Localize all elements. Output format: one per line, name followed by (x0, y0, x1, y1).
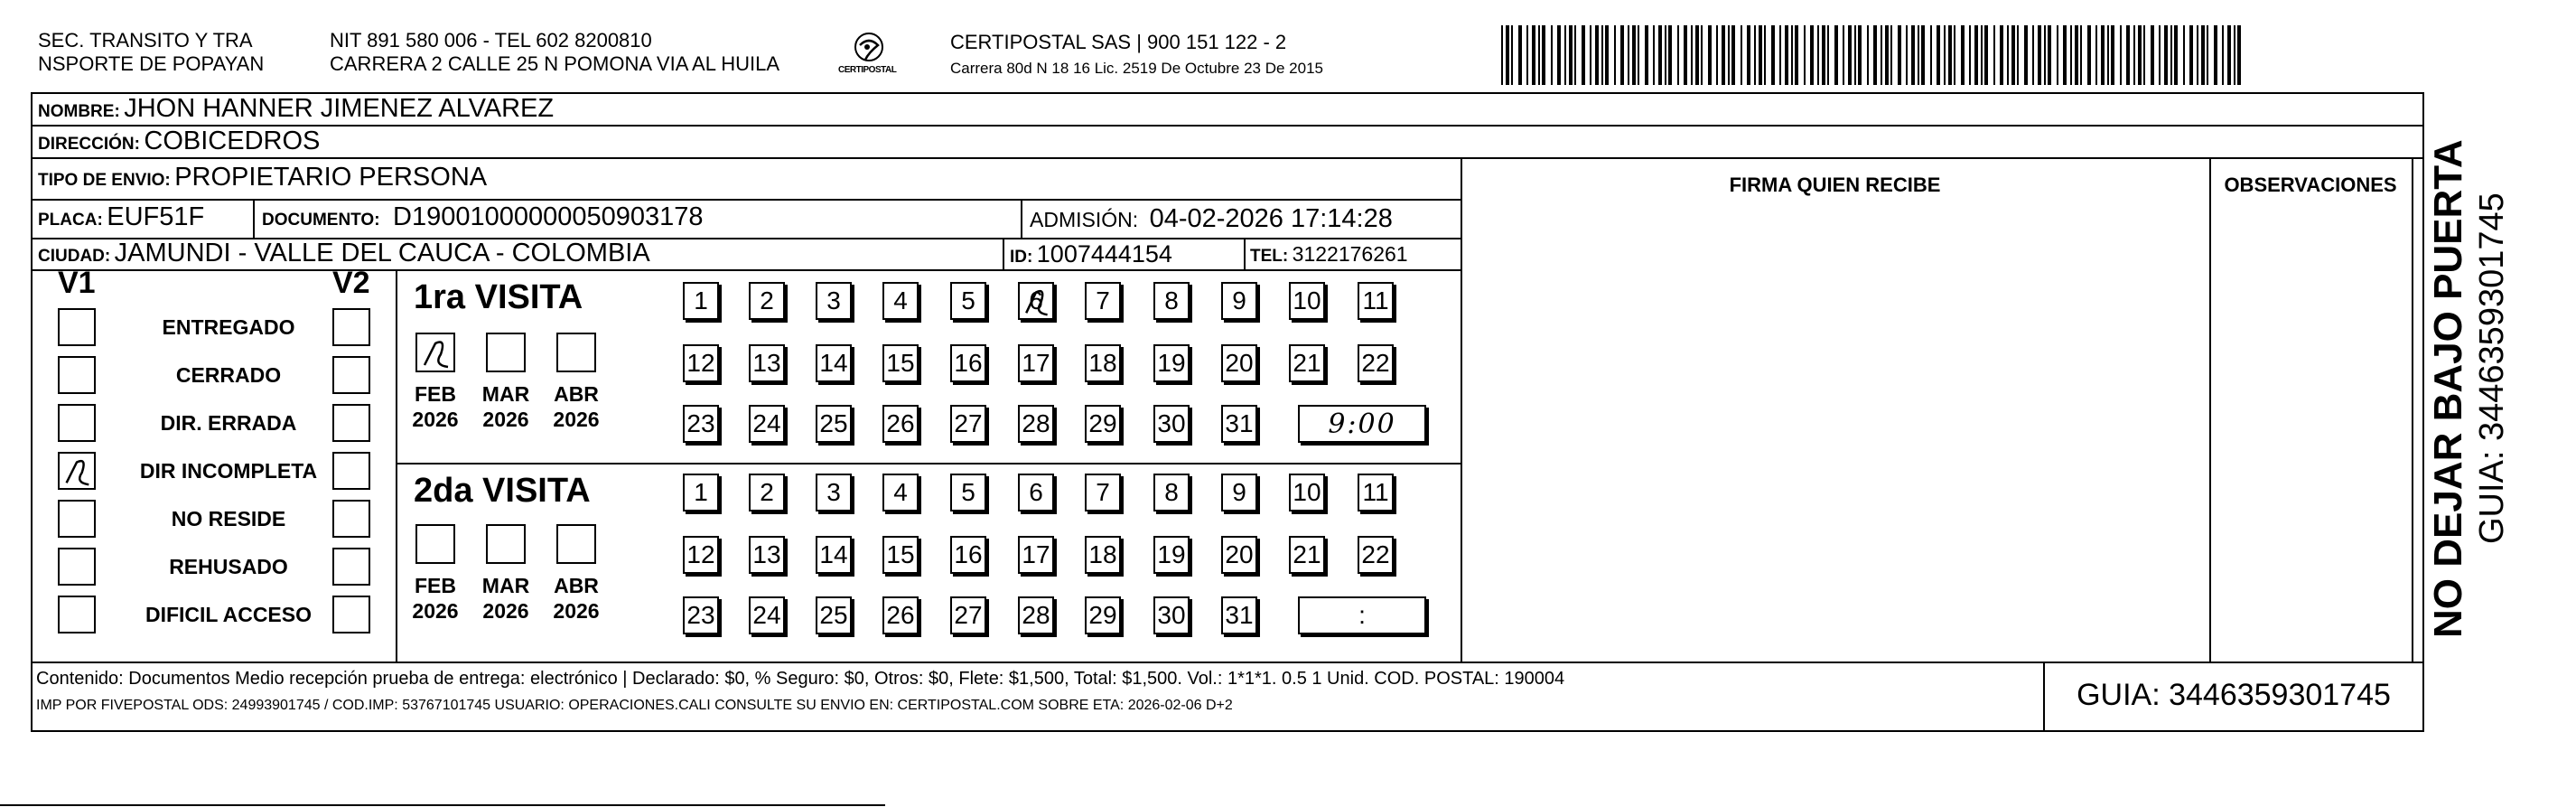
day-number: 27 (954, 409, 983, 437)
day-number: 23 (686, 601, 715, 629)
id-label: ID: (1010, 248, 1033, 267)
day-number: 17 (1022, 540, 1050, 568)
day-number: 18 (1088, 540, 1117, 568)
month-name: ABR (554, 382, 599, 406)
tipo-value: PROPIETARIO PERSONA (174, 163, 488, 192)
day-number: 3 (826, 286, 841, 314)
month-year: 2026 (553, 408, 600, 431)
day-box[interactable] (683, 536, 719, 574)
placa-value: EUF51F (107, 202, 205, 231)
day-number: 17 (1022, 349, 1050, 377)
divider (1003, 238, 1004, 269)
day-number: 6 (1029, 286, 1043, 314)
day-number: 7 (1096, 286, 1110, 314)
direccion-row (38, 127, 320, 156)
day-box[interactable] (1358, 344, 1394, 382)
day-box[interactable] (1221, 344, 1257, 382)
day-number: 9 (1232, 478, 1246, 506)
day-box[interactable] (1018, 474, 1054, 511)
v2-checkbox[interactable] (332, 308, 370, 346)
org-line-1: SEC. TRANSITO Y TRA (38, 29, 253, 52)
day-box[interactable] (882, 596, 919, 634)
direccion-label: DIRECCIÓN: (38, 135, 140, 154)
day-box[interactable] (1153, 344, 1190, 382)
day-number: 14 (819, 349, 848, 377)
observaciones-label: OBSERVACIONES (2224, 174, 2397, 196)
day-number: 15 (886, 349, 915, 377)
month-name: MAR (481, 574, 530, 597)
day-box[interactable] (882, 344, 919, 382)
month-label (408, 573, 462, 624)
month-label (408, 381, 462, 432)
day-box[interactable] (1358, 282, 1394, 320)
day-box[interactable] (1085, 282, 1121, 320)
status-label: REHUSADO (169, 555, 288, 578)
day-number: 16 (954, 349, 983, 377)
status-label: DIR INCOMPLETA (139, 459, 318, 483)
admision-value: 04-02-2026 17:14:28 (1149, 204, 1393, 233)
signature-area[interactable] (1462, 204, 2207, 660)
month-name: FEB (415, 382, 456, 406)
address-line: CARRERA 2 CALLE 25 N POMONA VIA AL HUILA (330, 52, 780, 75)
day-number: 2 (760, 478, 774, 506)
day-box[interactable] (882, 405, 919, 443)
visit1-title: 1ra VISITA (414, 278, 583, 316)
day-number: 19 (1157, 349, 1186, 377)
company-line: CERTIPOSTAL SAS | 900 151 122 - 2 (950, 31, 1287, 53)
day-box[interactable] (749, 474, 785, 511)
month-name: ABR (554, 574, 599, 597)
month-checkbox-mar[interactable] (486, 524, 526, 564)
id-field (1010, 240, 1172, 268)
month-checkbox-feb[interactable] (415, 524, 455, 564)
company-logo (833, 25, 905, 81)
v2-checkbox[interactable] (332, 500, 370, 538)
day-number: 1 (694, 286, 708, 314)
day-box[interactable] (1085, 474, 1121, 511)
day-box[interactable] (1358, 536, 1394, 574)
day-box[interactable] (882, 474, 919, 511)
v2-checkbox[interactable] (332, 596, 370, 633)
day-box[interactable] (1018, 405, 1054, 443)
placa-field (38, 202, 204, 232)
day-box[interactable] (1153, 405, 1190, 443)
status-label: CERRADO (175, 363, 282, 387)
day-box[interactable] (1153, 474, 1190, 511)
day-box[interactable] (1085, 596, 1121, 634)
tipo-row (38, 163, 487, 192)
org-contact (330, 29, 779, 76)
month-checkbox-mar[interactable] (486, 333, 526, 372)
observations-area[interactable] (2211, 204, 2410, 660)
month-year: 2026 (553, 599, 600, 623)
day-number: 30 (1157, 409, 1186, 437)
day-box[interactable] (1221, 282, 1257, 320)
side-guia: GUIA: 3446359301745 (2473, 192, 2511, 544)
day-number: 4 (893, 478, 908, 506)
nombre-row (38, 94, 554, 124)
day-box[interactable] (1289, 536, 1325, 574)
tipo-label: TIPO DE ENVIO: (38, 171, 171, 190)
time-value: 9:00 (1328, 408, 1396, 440)
day-box[interactable] (1153, 536, 1190, 574)
ciudad-label: CIUDAD: (38, 247, 111, 266)
day-box[interactable] (1018, 282, 1054, 320)
day-number: 30 (1157, 601, 1186, 629)
v2-checkbox[interactable] (332, 548, 370, 586)
v1-checkbox[interactable] (58, 596, 96, 633)
day-number: 3 (826, 478, 841, 506)
day-number: 12 (686, 540, 715, 568)
day-box[interactable] (749, 282, 785, 320)
day-number: 31 (1225, 409, 1254, 437)
barcode (1501, 25, 2242, 85)
day-number: 11 (1362, 478, 1389, 506)
day-number: 21 (1293, 349, 1321, 377)
visit2-title: 2da VISITA (414, 472, 591, 510)
imp-line: IMP POR FIVEPOSTAL ODS: 24993901745 / COD.IMP: 53767101745 USUARIO: OPERACIONES.CALI CONSULTE SU ENVIO EN: CERTIPOSTAL.COM SOBRE ETA: 2026-02-06 D+2 (36, 698, 1233, 713)
day-number: 22 (1361, 349, 1390, 377)
handwritten-check-mark (1020, 284, 1052, 318)
day-box[interactable] (950, 474, 986, 511)
ciudad-value: JAMUNDI - VALLE DEL CAUCA - COLOMBIA (114, 239, 650, 267)
day-box[interactable] (1085, 405, 1121, 443)
license-line: Carrera 80d N 18 16 Lic. 2519 De Octubre 23 De 2015 (950, 60, 1323, 77)
org-name (38, 29, 264, 76)
documento-field (262, 202, 704, 232)
month-label (549, 381, 603, 432)
day-box[interactable] (1221, 405, 1257, 443)
day-box[interactable] (816, 596, 852, 634)
month-year: 2026 (412, 408, 459, 431)
day-number: 8 (1164, 286, 1179, 314)
day-number: 15 (886, 540, 915, 568)
day-box[interactable] (950, 282, 986, 320)
admision-label: ADMISIÓN: (1030, 208, 1139, 231)
day-box[interactable] (749, 344, 785, 382)
divider (31, 157, 2424, 159)
day-box[interactable] (816, 282, 852, 320)
tel-field (1250, 242, 1408, 267)
day-number: 2 (760, 286, 774, 314)
documento-value: D19001000000050903178 (393, 202, 704, 231)
v1-checkbox[interactable] (58, 548, 96, 586)
day-box[interactable] (1153, 596, 1190, 634)
day-box[interactable] (683, 474, 719, 511)
placa-label: PLACA: (38, 211, 103, 230)
v2-label: V2 (332, 266, 370, 300)
divider (31, 125, 2424, 127)
time-value: : (1358, 601, 1366, 629)
v1-checkbox[interactable] (58, 404, 96, 442)
v1-checkbox[interactable] (58, 356, 96, 394)
day-number: 19 (1157, 540, 1186, 568)
divider (31, 269, 1462, 271)
divider (396, 269, 397, 662)
day-number: 31 (1225, 601, 1254, 629)
day-box[interactable] (816, 536, 852, 574)
divider (1021, 199, 1022, 238)
day-number: 29 (1088, 601, 1117, 629)
day-number: 20 (1225, 349, 1254, 377)
day-number: 9 (1232, 286, 1246, 314)
day-number: 4 (893, 286, 908, 314)
day-box[interactable] (1221, 596, 1257, 634)
v1-checkbox[interactable] (58, 500, 96, 538)
day-box[interactable] (816, 474, 852, 511)
content-line: Contenido: Documentos Medio recepción prueba de entrega: electrónico | Declarado: $0, % Seguro: $0, Otros: $0, Flete: $1,500, Total: $1,500. Vol.: 1*1*1. 0.5 1 Unid. COD. POSTAL: 190004 (36, 669, 1565, 689)
month-label (479, 381, 533, 432)
day-number: 13 (752, 349, 781, 377)
day-number: 23 (686, 409, 715, 437)
tel-label: TEL: (1250, 247, 1289, 266)
day-number: 26 (886, 601, 915, 629)
nit-line: NIT 891 580 006 - TEL 602 8200810 (330, 29, 652, 52)
divider (253, 199, 255, 238)
day-box[interactable] (749, 405, 785, 443)
status-label: NO RESIDE (171, 507, 286, 530)
day-number: 27 (954, 601, 983, 629)
no-dejar-bajo-puerta: NO DEJAR BAJO PUERTA (2426, 139, 2470, 638)
day-number: 22 (1361, 540, 1390, 568)
day-box[interactable] (683, 596, 719, 634)
day-number: 10 (1293, 478, 1321, 506)
v1-label: V1 (58, 266, 96, 300)
day-box[interactable] (950, 536, 986, 574)
ciudad-field (38, 239, 650, 268)
day-box[interactable] (950, 405, 986, 443)
divider (31, 662, 2424, 663)
day-box[interactable] (1153, 282, 1190, 320)
day-number: 24 (752, 409, 781, 437)
day-number: 24 (752, 601, 781, 629)
day-number: 10 (1293, 286, 1321, 314)
day-box[interactable] (1358, 474, 1394, 511)
day-box[interactable] (749, 596, 785, 634)
day-box[interactable] (749, 536, 785, 574)
day-box[interactable] (1289, 282, 1325, 320)
day-box[interactable] (1221, 474, 1257, 511)
page-edge-line (0, 804, 885, 806)
day-number: 28 (1022, 409, 1050, 437)
firma-label: FIRMA QUIEN RECIBE (1729, 174, 1941, 196)
day-box[interactable] (950, 596, 986, 634)
day-number: 21 (1293, 540, 1321, 568)
divider (31, 199, 1462, 201)
day-box[interactable] (1085, 344, 1121, 382)
day-number: 18 (1088, 349, 1117, 377)
handwritten-check-mark (60, 454, 94, 488)
day-box[interactable] (683, 344, 719, 382)
month-label (479, 573, 533, 624)
handwritten-check-mark (417, 334, 453, 371)
nombre-label: NOMBRE: (38, 102, 120, 121)
day-number: 11 (1362, 286, 1389, 314)
v2-checkbox[interactable] (332, 356, 370, 394)
day-number: 6 (1029, 478, 1043, 506)
day-box[interactable] (1018, 596, 1054, 634)
day-box[interactable] (816, 344, 852, 382)
day-box[interactable] (1018, 536, 1054, 574)
day-number: 7 (1096, 478, 1110, 506)
divider (1244, 238, 1246, 269)
day-box[interactable] (816, 405, 852, 443)
v2-checkbox[interactable] (332, 404, 370, 442)
status-label: DIFICIL ACCESO (145, 603, 312, 626)
month-label (549, 573, 603, 624)
time-box[interactable] (1298, 596, 1426, 634)
day-box[interactable] (1018, 344, 1054, 382)
admision-field (1030, 204, 1393, 234)
day-box[interactable] (1221, 536, 1257, 574)
day-box[interactable] (882, 536, 919, 574)
day-number: 5 (961, 478, 975, 506)
day-box[interactable] (683, 405, 719, 443)
day-box[interactable] (950, 344, 986, 382)
v2-checkbox[interactable] (332, 452, 370, 490)
time-box[interactable] (1298, 405, 1426, 443)
id-value: 1007444154 (1036, 240, 1172, 267)
status-label: ENTREGADO (162, 315, 295, 339)
direccion-value: COBICEDROS (144, 127, 321, 155)
day-number: 25 (819, 601, 848, 629)
month-checkbox-feb[interactable] (415, 333, 455, 372)
logo-text: CERTIPOSTAL (838, 65, 897, 75)
day-number: 28 (1022, 601, 1050, 629)
divider (2412, 157, 2413, 662)
month-checkbox-abr[interactable] (556, 524, 596, 564)
day-number: 26 (886, 409, 915, 437)
v1-checkbox[interactable] (58, 452, 96, 490)
guia-box: GUIA: 3446359301745 (2077, 678, 2391, 712)
nombre-value: JHON HANNER JIMENEZ ALVAREZ (124, 94, 555, 123)
day-number: 8 (1164, 478, 1179, 506)
divider (396, 463, 1462, 464)
day-number: 12 (686, 349, 715, 377)
day-box[interactable] (683, 282, 719, 320)
day-number: 14 (819, 540, 848, 568)
org-line-2: NSPORTE DE POPAYAN (38, 52, 265, 75)
day-box[interactable] (1289, 474, 1325, 511)
documento-label: DOCUMENTO: (262, 211, 380, 230)
day-number: 20 (1225, 540, 1254, 568)
day-box[interactable] (882, 282, 919, 320)
tel-value: 3122176261 (1292, 242, 1408, 266)
day-number: 25 (819, 409, 848, 437)
month-name: MAR (481, 382, 530, 406)
month-year: 2026 (412, 599, 459, 623)
day-box[interactable] (1289, 344, 1325, 382)
status-label: DIR. ERRADA (160, 411, 297, 435)
day-number: 16 (954, 540, 983, 568)
day-box[interactable] (1085, 536, 1121, 574)
day-number: 13 (752, 540, 781, 568)
month-checkbox-abr[interactable] (556, 333, 596, 372)
month-year: 2026 (482, 408, 529, 431)
v1-checkbox[interactable] (58, 308, 96, 346)
month-year: 2026 (482, 599, 529, 623)
day-number: 1 (694, 478, 708, 506)
day-number: 5 (961, 286, 975, 314)
day-number: 29 (1088, 409, 1117, 437)
month-name: FEB (415, 574, 456, 597)
